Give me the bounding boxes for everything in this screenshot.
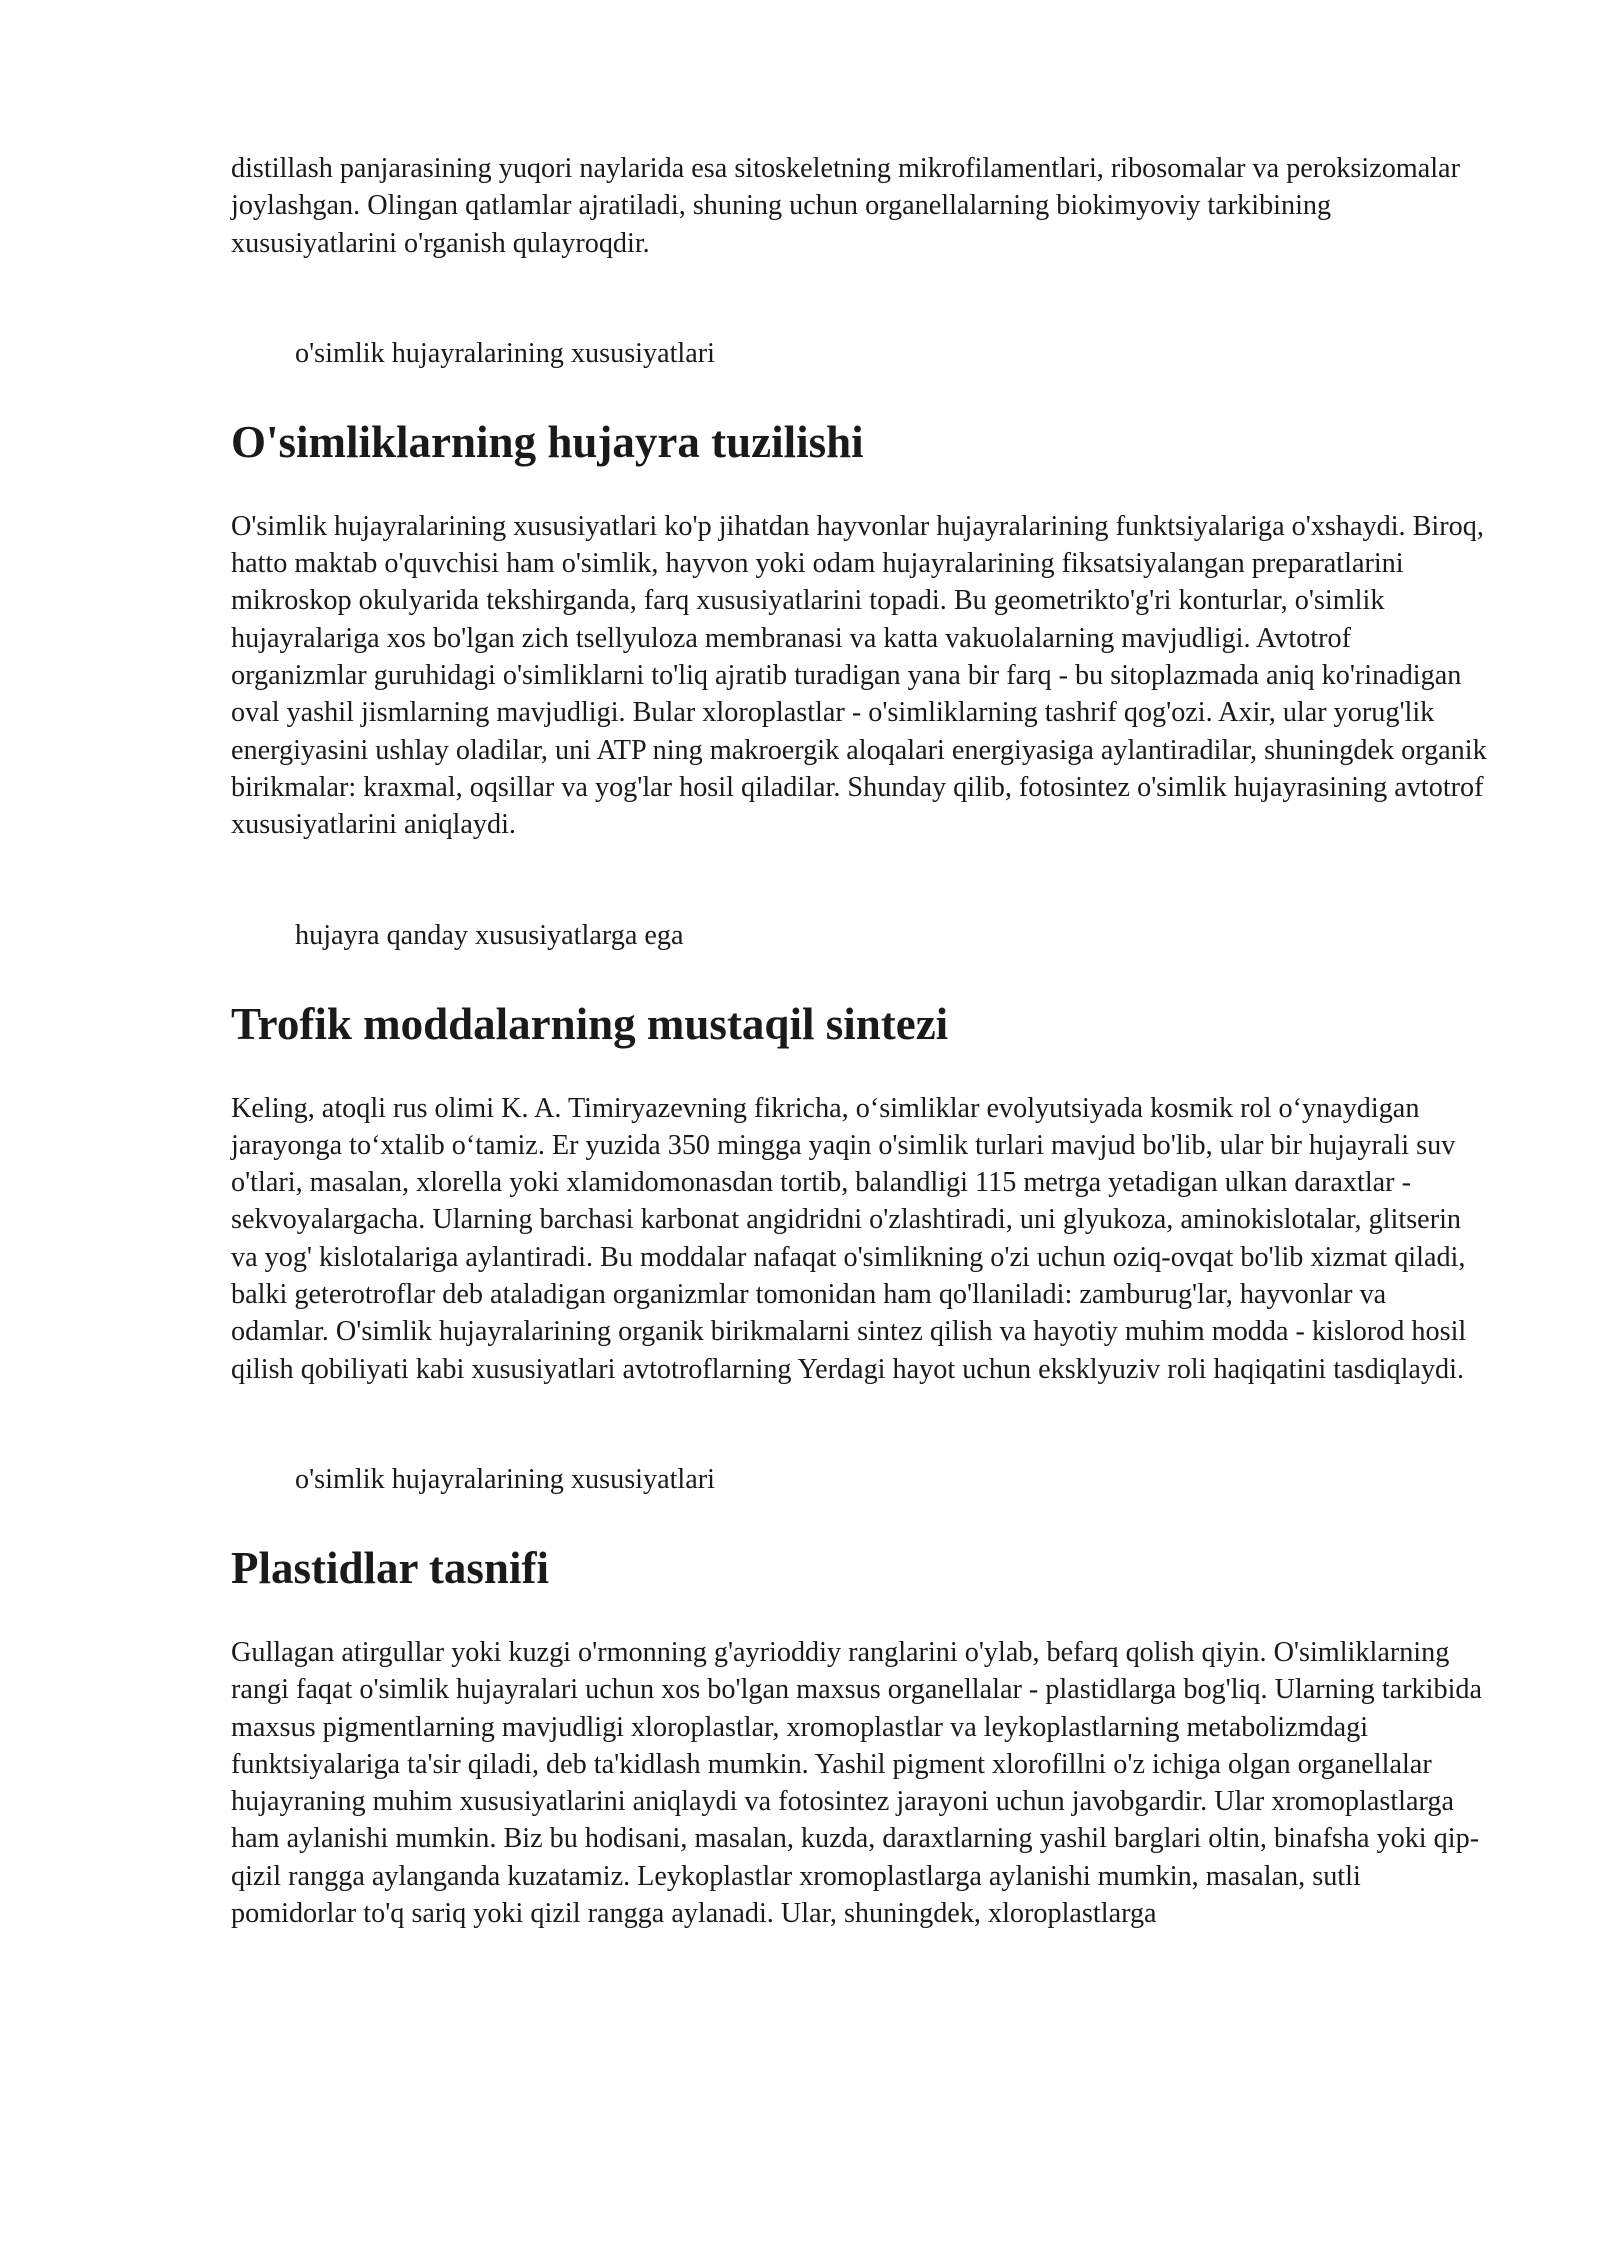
- section-paragraph: Gullagan atirgullar yoki kuzgi o'rmonning g'ayrioddiy ranglarini o'ylab, befarq qolish qiyin. O'simliklarning rangi faqat o'simlik hujayralari uchun xos bo'lgan maxsus organellalar - plastidlarga bog'liq. Ularning tarkibida maxsus pigmentlarning mavjudligi xloroplastlar, xromoplastlar va leykoplastlarning metabolizmdagi funktsiyalariga ta'sir qiladi, deb ta'kidlash mumkin. Yashil pigment xlorofillni o'z ichiga olgan organellalar hujayraning muhim xususiyatlarini aniqlaydi va fotosintez jarayoni uchun javobgardir. Ular xromoplastlarga ham aylanishi mumkin. Biz bu hodisani, masalan, kuzda, daraxtlarning yashil barglari oltin, binafsha yoki qip-qizil rangga aylanganda kuzatamiz. Leykoplastlar xromoplastlarga aylanishi mumkin, masalan, sutli pomidorlar to'q sariq yoki qizil rangga aylanadi. Ular, shuningdek, xloroplastlarga: [231, 1636, 1482, 1930]
- section-plastid-classification: [231, 1461, 1491, 1932]
- section-heading: Plastidlar tasnifi: [231, 1542, 549, 1593]
- section-heading: O'simliklarning hujayra tuzilishi: [231, 416, 864, 467]
- section-plant-cell-structure: [231, 335, 1491, 844]
- image-caption: o'simlik hujayralarining xususiyatlari: [295, 337, 715, 369]
- section-paragraph: O'simlik hujayralarining xususiyatlari ko'p jihatdan hayvonlar hujayralarining funktsiyalariga o'xshaydi. Biroq, hatto maktab o'quvchisi ham o'simlik, hayvon yoki odam hujayralarining fiksatsiyalangan preparatlarini mikroskop okulyarida tekshirganda, farq xususiyatlarini topadi. Bu geometrikto'g'ri konturlar, o'simlik hujayralariga xos bo'lgan zich tsellyuloza membranasi va katta vakuolalarning mavjudligi. Avtotrof organizmlar guruhidagi o'simliklarni to'liq ajratib turadigan yana bir farq - bu sitoplazmada aniq ko'rinadigan oval yashil jismlarning mavjudligi. Bular xloroplastlar - o'simliklarning tashrif qog'ozi. Axir, ular yorug'lik energiyasini ushlay oladilar, uni ATP ning makroergik aloqalari energiyasiga aylantiradilar, shuningdek organik birikmalar: kraxmal, oqsillar va yog'lar hosil qiladilar. Shunday qilib, fotosintez o'simlik hujayrasining avtotrof xususiyatlarini aniqlaydi.: [231, 510, 1487, 841]
- image-caption: hujayra qanday xususiyatlarga ega: [295, 919, 684, 951]
- section-heading: Trofik moddalarning mustaqil sintezi: [231, 998, 949, 1049]
- section-paragraph: Keling, atoqli rus olimi K. A. Timiryazevning fikricha, o‘simliklar evolyutsiyada kosmik rol o‘ynaydigan jarayonga to‘xtalib o‘tamiz. Er yuzida 350 mingga yaqin o'simlik turlari mavjud bo'lib, ular bir hujayrali suv o'tlari, masalan, xlorella yoki xlamidomonasdan tortib, balandligi 115 metrga yetadigan ulkan daraxtlar - sekvoyalargacha. Ularning barchasi karbonat angidridni o'zlashtiradi, uni glyukoza, aminokislotalar, glitserin va yog' kislotalariga aylantiradi. Bu moddalar nafaqat o'simlikning o'zi uchun oziq-ovqat bo'lib xizmat qiladi, balki geterotroflar deb ataladigan organizmlar tomonidan ham qo'llaniladi: zamburug'lar, hayvonlar va odamlar. O'simlik hujayralarining organik birikmalarni sintez qilish va hayotiy muhim modda - kislorod hosil qilish qobiliyati kabi xususiyatlari avtotroflarning Yerdagi hayot uchun eksklyuziv roli haqiqatini tasdiqlaydi.: [231, 1092, 1467, 1385]
- intro-paragraph: distillash panjarasining yuqori naylarida esa sitoskeletning mikrofilamentlari, ribosomalar va peroksizomalar joylashgan. Olingan qatlamlar ajratiladi, shuning uchun organellalarning biokimyoviy tarkibining xususiyatlarini o'rganish qulayroqdir.: [231, 153, 1460, 259]
- document-page: [231, 150, 1491, 1932]
- image-caption: o'simlik hujayralarining xususiyatlari: [295, 1463, 715, 1495]
- section-trophic-synthesis: [231, 917, 1491, 1388]
